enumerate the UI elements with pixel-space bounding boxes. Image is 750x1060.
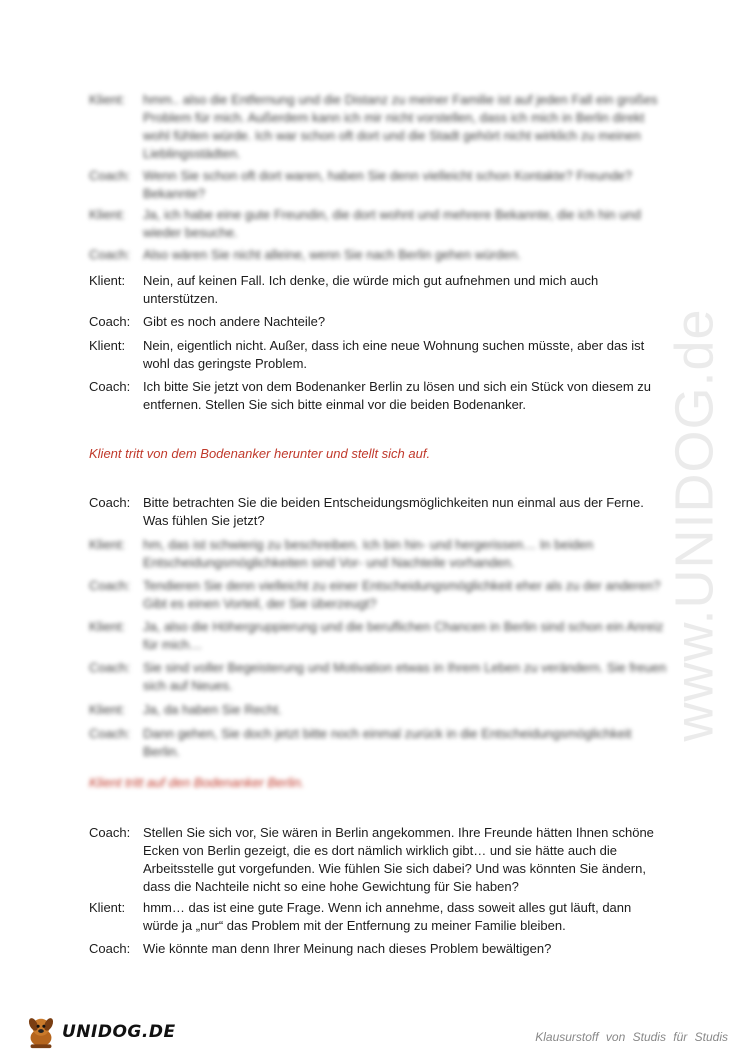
dialogue-text: hmm.. also die Entfernung und die Distanz zu meiner Familie ist auf jeden Fall ein großes Problem für mich. Außerdem kann ich mir nicht vorstellen, dass ich mich in Berlin direkt wohl fühlen würde. Ich war schon oft dort und die Stadt gehört nicht wirklich zu meinen Lieblingsstädten.: [143, 92, 658, 161]
dialogue-line: [89, 337, 669, 373]
dialogue-line: [89, 167, 669, 203]
dialogue-line: [89, 618, 669, 654]
dialogue-line: [89, 701, 669, 719]
dialogue-line: [89, 577, 669, 613]
dialogue-text: Tendieren Sie denn vielleicht zu einer Entscheidungsmöglichkeit eher als zu der anderen? Gibt es einen Vorteil, der Sie überzeugt?: [143, 578, 661, 611]
speaker-label: Coach:: [89, 168, 131, 183]
dialogue-text: Wie könnte man denn Ihrer Meinung nach dieses Problem bewältigen?: [143, 941, 552, 956]
dialogue-line: [89, 824, 669, 896]
speaker-label: Coach:: [89, 314, 131, 329]
dialogue-line: [89, 272, 669, 308]
speaker-label: Coach:: [89, 578, 131, 593]
dialogue-text: Gibt es noch andere Nachteile?: [143, 314, 326, 329]
speaker-label: Coach:: [89, 495, 131, 510]
stage-direction: Klient tritt von dem Bodenanker herunter und stellt sich auf.: [89, 446, 431, 461]
speaker-label: Klient:: [89, 900, 126, 915]
speaker-label: Klient:: [89, 273, 126, 288]
dialogue-line: [89, 91, 669, 163]
speaker-label: Klient:: [89, 338, 126, 353]
dialogue-text: Ja, also die Höhergruppierung und die beruflichen Chancen in Berlin sind schon ein Anreiz für mich…: [143, 619, 664, 652]
speaker-label: Coach:: [89, 379, 131, 394]
speaker-label: Klient:: [89, 207, 126, 222]
dialogue-line: [89, 313, 669, 331]
footer-tagline: Klausurstoff von Studis für Studis: [535, 1030, 728, 1044]
speaker-label: Klient:: [89, 92, 126, 107]
speaker-label: Coach:: [89, 726, 131, 741]
dialogue-line: [89, 206, 669, 242]
dialogue-text: Wenn Sie schon oft dort waren, haben Sie denn vielleicht schon Kontakte? Freunde? Bekannte?: [143, 168, 633, 201]
speaker-label: Coach:: [89, 247, 131, 262]
speaker-label: Coach:: [89, 941, 131, 956]
dialogue-text: Ja, ich habe eine gute Freundin, die dort wohnt und mehrere Bekannte, die ich hin und wieder besuche.: [143, 207, 641, 240]
dialogue-text: hm, das ist schwierig zu beschreiben. Ich bin hin- und hergerissen… In beiden Entscheidungsmöglichkeiten sind Vor- und Nachteile vorhanden.: [143, 537, 594, 570]
dog-mascot-icon: [22, 1013, 60, 1051]
dialogue-line: [89, 940, 669, 958]
dialogue-text: Nein, auf keinen Fall. Ich denke, die würde mich gut aufnehmen und mich auch unterstützen.: [143, 273, 599, 306]
logo-text: UNIDOG.DE: [62, 1022, 176, 1042]
speaker-label: Coach:: [89, 825, 131, 840]
dialogue-text: Dann gehen, Sie doch jetzt bitte noch einmal zurück in die Entscheidungsmöglichkeit Berlin.: [143, 726, 632, 759]
dialogue-line: [89, 725, 669, 761]
dialogue-text: Ja, da haben Sie Recht.: [143, 702, 282, 717]
speaker-label: Klient:: [89, 619, 126, 634]
dialogue-line: [89, 899, 669, 935]
dialogue-text: Also wären Sie nicht alleine, wenn Sie nach Berlin gehen würden.: [143, 247, 521, 262]
speaker-label: Klient:: [89, 702, 126, 717]
dialogue-text: Stellen Sie sich vor, Sie wären in Berlin angekommen. Ihre Freunde hätten Ihnen schöne Ecken von Berlin gezeigt, die es dort nämlich wirklich gibt… und sie hätte auch die Arbeitsstelle gut vorgefunden. Wie fühlen Sie sich dabei? Und was könnten Sie ändern, dass die Nachteile nicht so eine hohe Gewichtung für Sie haben?: [143, 825, 654, 894]
watermark: www.UNIDOG.de: [665, 308, 725, 742]
dialogue-text: Nein, eigentlich nicht. Außer, dass ich eine neue Wohnung suchen müsste, aber das ist wohl das geringste Problem.: [143, 338, 645, 371]
stage-direction: Klient tritt auf den Bodenanker Berlin.: [89, 775, 305, 790]
speaker-label: Coach:: [89, 660, 131, 675]
dialogue-line: [89, 378, 669, 414]
unidog-logo[interactable]: [22, 1012, 176, 1052]
speaker-label: Klient:: [89, 537, 126, 552]
dialogue-line: [89, 246, 669, 264]
dialogue-text: Sie sind voller Begeisterung und Motivation etwas in Ihrem Leben zu verändern. Sie freuen sich auf Neues.: [143, 660, 667, 693]
dialogue-line: [89, 494, 669, 530]
dialogue-line: [89, 536, 669, 572]
dialogue-line: [89, 659, 669, 695]
dialogue-text: Ich bitte Sie jetzt von dem Bodenanker Berlin zu lösen und sich ein Stück von diesem zu entfernen. Stellen Sie sich bitte einmal vor die beiden Bodenanker.: [143, 379, 652, 412]
dialogue-text: hmm… das ist eine gute Frage. Wenn ich annehme, dass soweit alles gut läuft, dann würde ja „nur“ das Problem mit der Entfernung zu meiner Familie bleiben.: [143, 900, 632, 933]
dialogue-text: Bitte betrachten Sie die beiden Entscheidungsmöglichkeiten nun einmal aus der Ferne. Was fühlen Sie jetzt?: [143, 495, 644, 528]
